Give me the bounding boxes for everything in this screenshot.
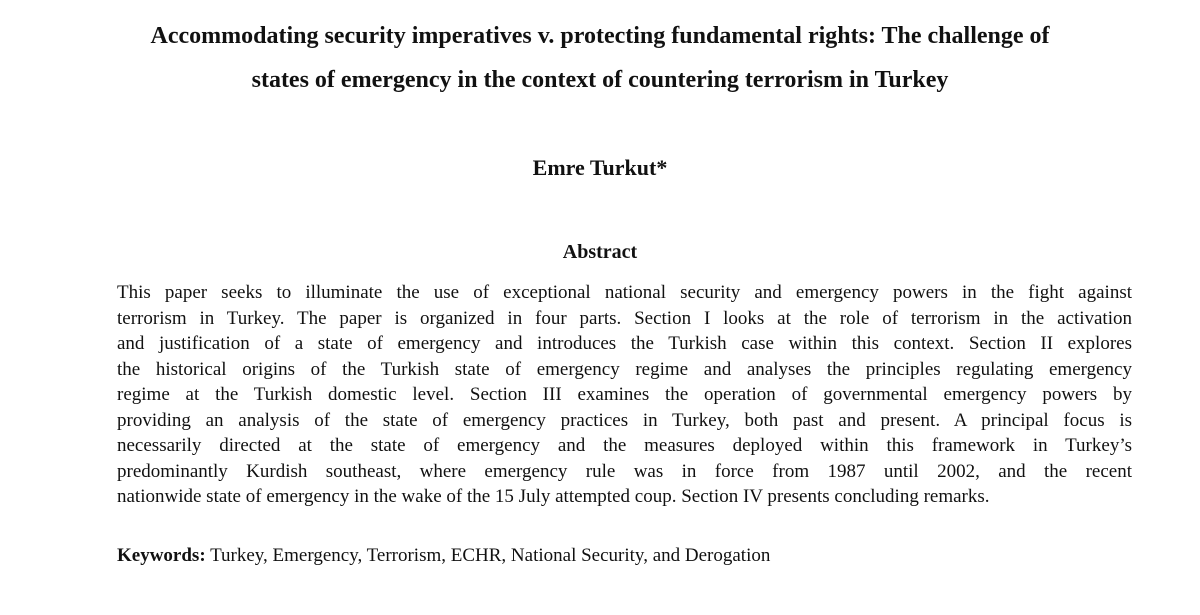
keywords-text: Turkey, Emergency, Terrorism, ECHR, National Security, and Derogation [205, 545, 771, 566]
abstract-line: This paper seeks to illuminate the use of exceptional national security and emergency powers in the fight against [117, 282, 1132, 303]
paper-title-line-2: states of emergency in the context of countering terrorism in Turkey [251, 67, 949, 93]
paper-title-line-1: Accommodating security imperatives v. protecting fundamental rights: The challenge of [150, 23, 1050, 49]
abstract-line: the historical origins of the Turkish state of emergency regime and analyses the principles regulating emergency [117, 358, 1132, 380]
abstract-line: predominantly Kurdish southeast, where emergency rule was in force from 1987 until 2002, and the recent [117, 460, 1132, 482]
abstract-body [117, 280, 1132, 510]
abstract-heading: Abstract [562, 241, 638, 263]
keywords [117, 543, 770, 569]
abstract-line: necessarily directed at the state of emergency and the measures deployed within this framework in Turkey’s [117, 435, 1132, 456]
paper-title [60, 14, 1140, 102]
author-name: Emre Turkut* [532, 155, 668, 180]
abstract-line: and justification of a state of emergency and introduces the Turkish case within this context. Section II explores [117, 333, 1132, 354]
abstract-line: nationwide state of emergency in the wake of the 15 July attempted coup. Section IV presents concluding remarks. [117, 486, 990, 507]
abstract-line: terrorism in Turkey. The paper is organized in four parts. Section I looks at the role of terrorism in the activation [117, 307, 1132, 329]
abstract-line: providing an analysis of the state of emergency practices in Turkey, both past and present. A principal focus is [117, 409, 1132, 431]
keywords-label: Keywords: [117, 545, 206, 566]
abstract-line: regime at the Turkish domestic level. Section III examines the operation of governmental emergency powers by [117, 384, 1132, 405]
